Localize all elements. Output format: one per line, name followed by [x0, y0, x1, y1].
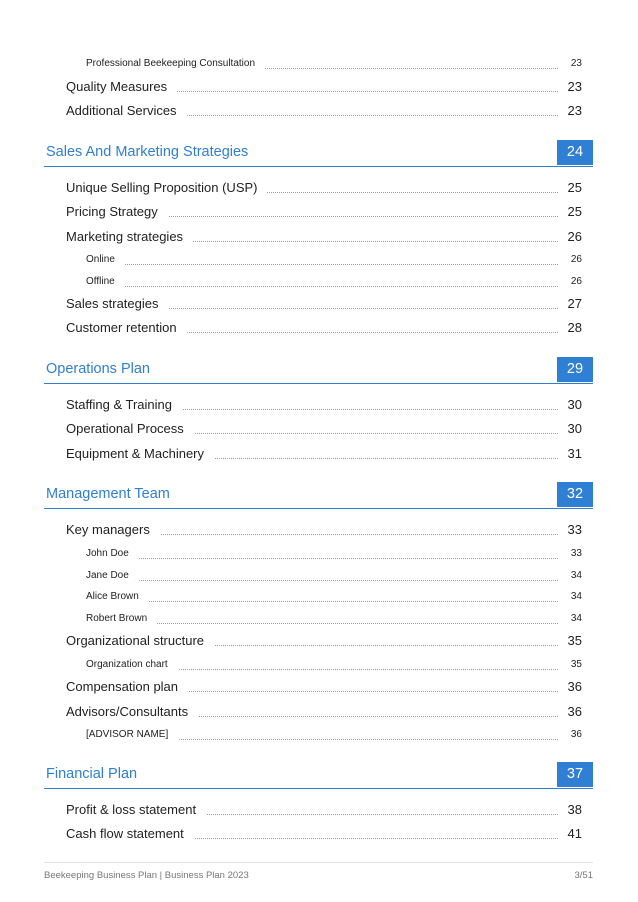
- toc-entry-label: John Doe: [86, 548, 139, 559]
- toc-entry-page: 38: [567, 802, 582, 817]
- leader-dots: [90, 580, 558, 581]
- toc-entry-label: Unique Selling Proposition (USP): [66, 180, 267, 195]
- toc-entry-online[interactable]: [0, 250, 638, 270]
- toc-entry-profit-loss-statement[interactable]: [0, 800, 638, 820]
- toc-entry-marketing-strategies[interactable]: [0, 227, 638, 247]
- toc-section-management-team[interactable]: [44, 482, 593, 509]
- toc-entry-page: 36: [567, 704, 582, 719]
- section-title: Sales And Marketing Strategies: [46, 144, 249, 160]
- toc-section-sales-and-marketing[interactable]: [44, 140, 593, 167]
- leader-dots: [90, 623, 558, 624]
- toc-entry-page: 30: [567, 421, 582, 436]
- toc-entry-advisor-name[interactable]: [0, 725, 638, 745]
- toc-entry-page: 26: [570, 276, 582, 287]
- toc-entry-label: Staffing & Training: [66, 397, 182, 412]
- toc-entry-label: Pricing Strategy: [66, 204, 168, 219]
- leader-dots: [90, 286, 558, 287]
- toc-entry-page: 27: [567, 296, 582, 311]
- toc-entry-label: Customer retention: [66, 320, 187, 335]
- toc-entry-key-managers[interactable]: [0, 520, 638, 540]
- toc-entry-label: Sales strategies: [66, 296, 169, 311]
- toc-entry-page: 34: [570, 570, 582, 581]
- toc-entry-page: 25: [567, 180, 582, 195]
- toc-entry-equipment-machinery[interactable]: [0, 444, 638, 464]
- toc-entry-page: 35: [567, 633, 582, 648]
- toc-entry-staffing-training[interactable]: [0, 395, 638, 415]
- toc-entry-page: 34: [570, 591, 582, 602]
- page-number: 3/51: [574, 870, 593, 881]
- toc-entry-pricing-strategy[interactable]: [0, 202, 638, 222]
- toc-entry-label: Compensation plan: [66, 679, 188, 694]
- toc-entry-page: 23: [570, 58, 582, 69]
- toc-entry-quality-measures[interactable]: [0, 77, 638, 97]
- toc-entry-label: Alice Brown: [86, 591, 149, 602]
- section-page-badge: 29: [557, 357, 593, 382]
- toc-entry-offline[interactable]: [0, 272, 638, 292]
- toc-entry-customer-retention[interactable]: [0, 318, 638, 338]
- toc-entry-usp[interactable]: [0, 178, 638, 198]
- section-page-badge: 37: [557, 762, 593, 787]
- toc-entry-label: Organizational structure: [66, 633, 214, 648]
- section-page-badge: 24: [557, 140, 593, 165]
- toc-entry-page: 26: [570, 254, 582, 265]
- section-title: Financial Plan: [46, 766, 138, 782]
- leader-dots: [90, 601, 558, 602]
- toc-entry-label: Equipment & Machinery: [66, 446, 214, 461]
- toc-entry-organization-chart[interactable]: [0, 655, 638, 675]
- toc-entry-page: 34: [570, 613, 582, 624]
- toc-entry-label: Quality Measures: [66, 79, 177, 94]
- toc-entry-page: 25: [567, 204, 582, 219]
- toc-entry-label: Offline: [86, 276, 125, 287]
- toc-entry-organizational-structure[interactable]: [0, 631, 638, 651]
- toc-entry-robert-brown[interactable]: [0, 609, 638, 629]
- toc-entry-label: Key managers: [66, 522, 160, 537]
- section-page-badge: 32: [557, 482, 593, 507]
- toc-entry-page: 30: [567, 397, 582, 412]
- leader-dots: [90, 264, 558, 265]
- toc-entry-page: 35: [570, 659, 582, 670]
- toc-entry-label: Additional Services: [66, 103, 187, 118]
- toc-entry-page: 41: [567, 826, 582, 841]
- toc-entry-page: 33: [567, 522, 582, 537]
- toc-entry-label: Jane Doe: [86, 570, 139, 581]
- toc-entry-advisors-consultants[interactable]: [0, 702, 638, 722]
- toc-entry-additional-services[interactable]: [0, 101, 638, 121]
- toc-entry-label: Operational Process: [66, 421, 194, 436]
- toc-entry-label: Advisors/Consultants: [66, 704, 198, 719]
- toc-entry-alice-brown[interactable]: [0, 587, 638, 607]
- toc-entry-label: Profit & loss statement: [66, 802, 206, 817]
- footer-title: Beekeeping Business Plan | Business Plan 2023: [44, 870, 249, 881]
- toc-entry-professional-beekeeping-consultation[interactable]: [0, 54, 638, 74]
- toc-entry-label: Cash flow statement: [66, 826, 194, 841]
- toc-entry-label: Robert Brown: [86, 613, 157, 624]
- toc-section-operations-plan[interactable]: [44, 357, 593, 384]
- toc-entry-page: 28: [567, 320, 582, 335]
- toc-entry-page: 26: [567, 229, 582, 244]
- toc-entry-page: 36: [570, 729, 582, 740]
- toc-entry-label: [ADVISOR NAME]: [86, 729, 178, 740]
- toc-entry-sales-strategies[interactable]: [0, 294, 638, 314]
- toc-entry-page: 23: [567, 103, 582, 118]
- toc-entry-operational-process[interactable]: [0, 419, 638, 439]
- toc-entry-label: Online: [86, 254, 125, 265]
- toc-entry-page: 33: [570, 548, 582, 559]
- toc-entry-page: 36: [567, 679, 582, 694]
- toc-entry-label: Marketing strategies: [66, 229, 193, 244]
- section-title: Operations Plan: [46, 361, 150, 377]
- section-title: Management Team: [46, 486, 170, 502]
- toc-entry-cash-flow-statement[interactable]: [0, 824, 638, 844]
- toc-entry-page: 23: [567, 79, 582, 94]
- leader-dots: [90, 558, 558, 559]
- toc-entry-page: 31: [567, 446, 582, 461]
- page-footer: [44, 862, 593, 887]
- toc-entry-label: Professional Beekeeping Consultation: [86, 58, 265, 69]
- toc-entry-label: Organization chart: [86, 659, 178, 670]
- toc-entry-john-doe[interactable]: [0, 544, 638, 564]
- toc-section-financial-plan[interactable]: [44, 762, 593, 789]
- toc-entry-compensation-plan[interactable]: [0, 677, 638, 697]
- toc-entry-jane-doe[interactable]: [0, 566, 638, 586]
